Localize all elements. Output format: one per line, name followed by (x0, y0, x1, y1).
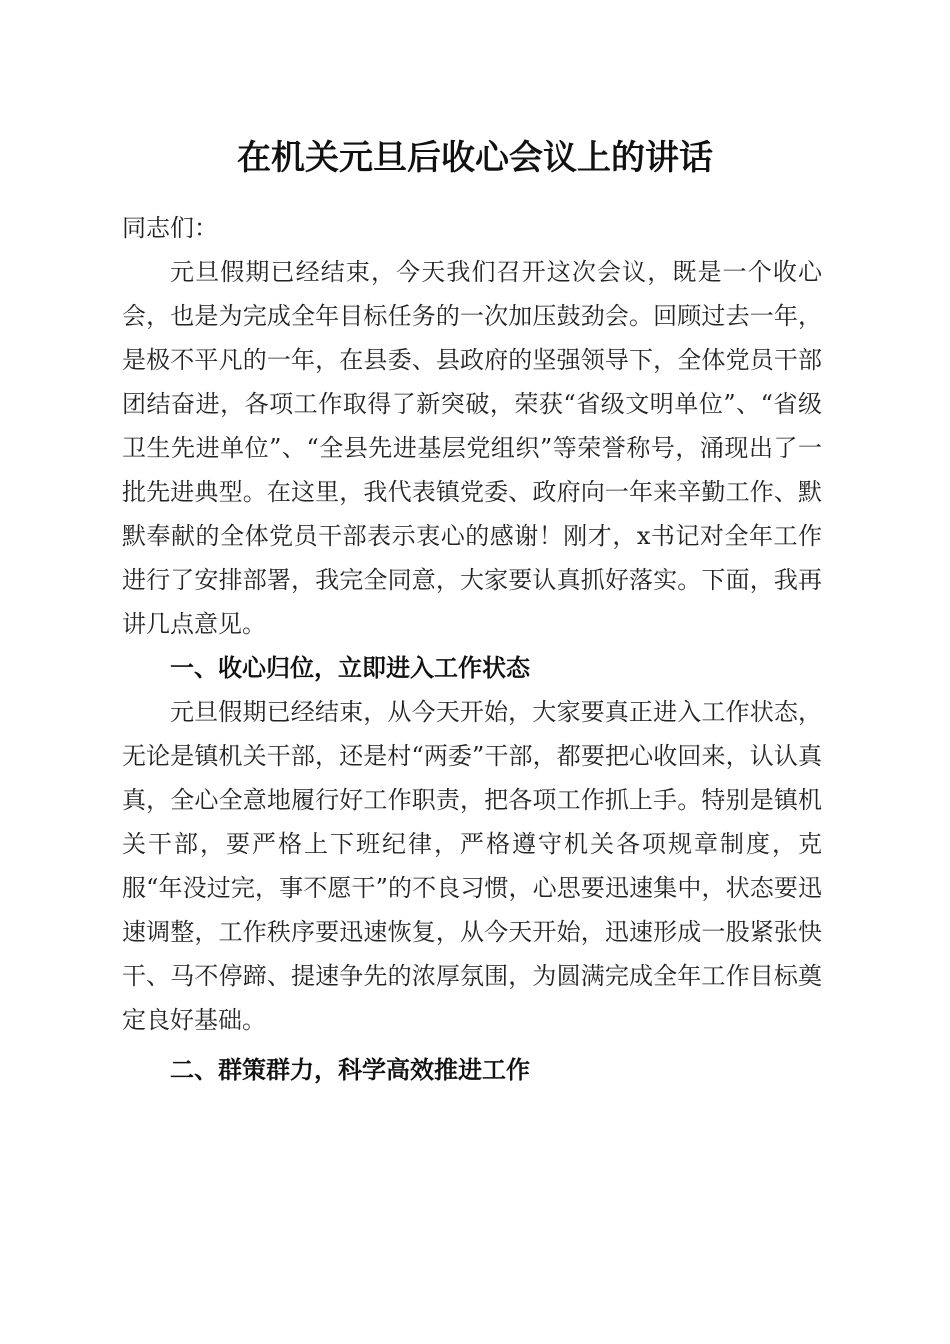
salutation: 同志们： (122, 214, 218, 242)
document-body (122, 206, 822, 1092)
section-heading-1: 一、收心归位，立即进入工作状态 (170, 654, 530, 682)
document-title: 在机关元旦后收心会议上的讲话 (237, 138, 713, 178)
section-heading-2: 二、群策群力，科学高效推进工作 (170, 1056, 530, 1084)
intro-paragraph: 元旦假期已经结束，今天我们召开这次会议，既是一个收心会，也是为完成全年目标任务的一次加压鼓劲会。回顾过去一年，是极不平凡的一年，在县委、县政府的坚强领导下，全体党员干部团结奋进，各项工作取得了新突破，荣获“省级文明单位”、“省级卫生先进单位”、“全县先进基层党组织”等荣誉称号，涌现出了一批先进典型。在这里，我代表镇党委、政府向一年来辛勤工作、默默奉献的全体党员干部表示衷心的感谢！刚才，x书记对全年工作进行了安排部署，我完全同意，大家要认真抓好落实。下面，我再讲几点意见。 (122, 258, 822, 638)
section-paragraph-1: 元旦假期已经结束，从今天开始，大家要真正进入工作状态，无论是镇机关干部，还是村“两委”干部，都要把心收回来，认认真真，全心全意地履行好工作职责，把各项工作抓上手。特别是镇机关干部，要严格上下班纪律，严格遵守机关各项规章制度，克服“年没过完，事不愿干”的不良习惯，心思要迅速集中，状态要迅速调整，工作秩序要迅速恢复，从今天开始，迅速形成一股紧张快干、马不停蹄、提速争先的浓厚氛围，为圆满完成全年工作目标奠定良好基础。 (122, 698, 822, 1034)
